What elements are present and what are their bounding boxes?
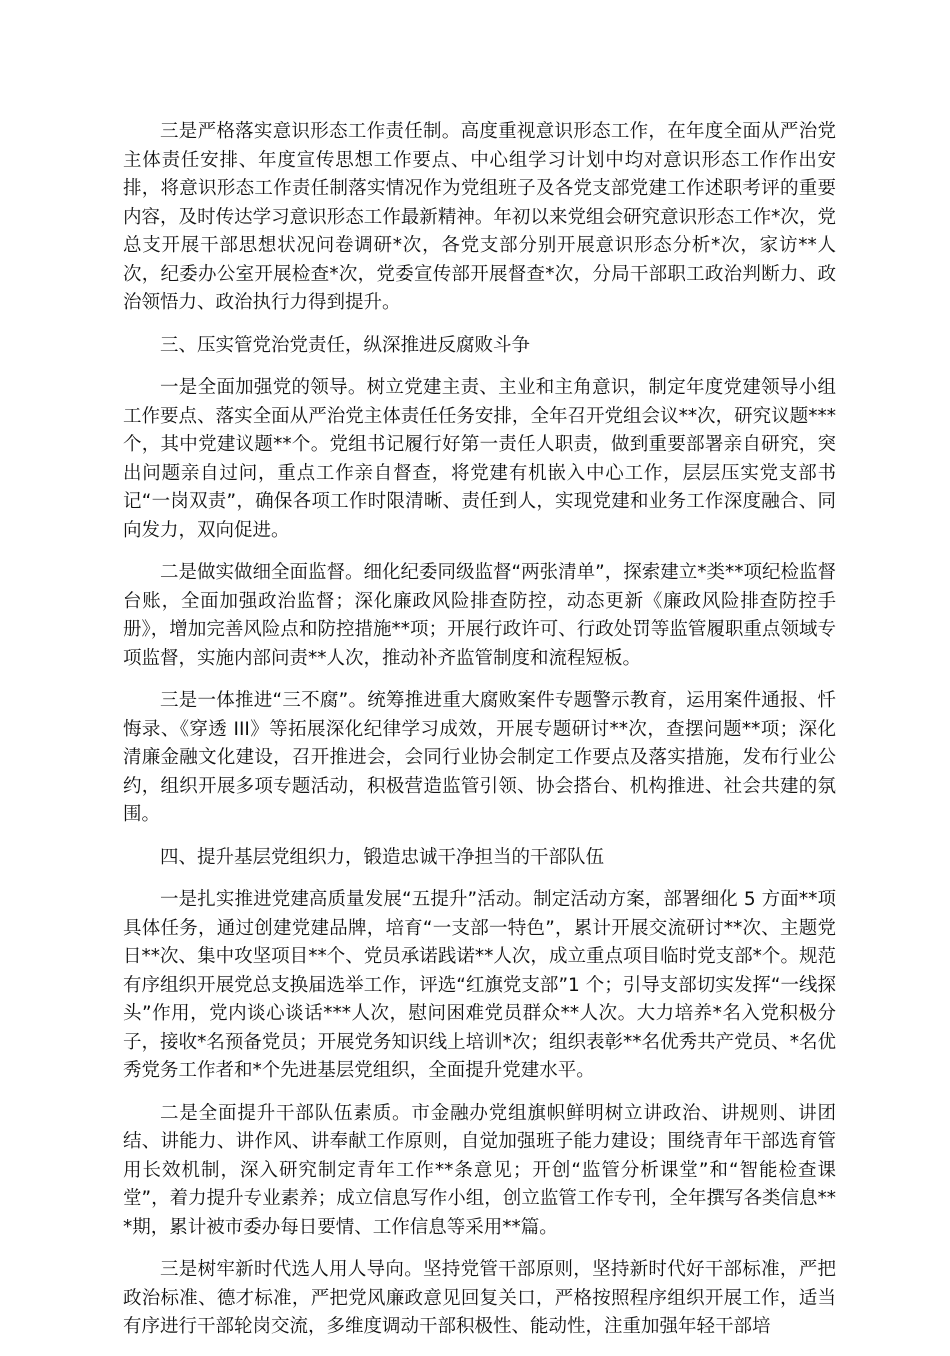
paragraph-cadre-quality: 二是全面提升干部队伍素质。市金融办党组旗帜鲜明树立讲政治、讲规则、讲团结、讲能力、讲作风、讲奉献工作原则，自觉加强班子能力建设；围绕青年干部选育管用长效机制，深入研究制定青年工作**条意见；开创“监管分析课堂”和“智能检查课堂”，着力提升专业素养；成立信息写作小组，创立监管工作专刊，全年撰写各类信息***期，累计被市委办每日要情、工作信息等采用**篇。 [123,1102,836,1238]
paragraph-supervision: 二是做实做细全面监督。细化纪委同级监督“两张清单”，探索建立*类**项纪检监督台账，全面加强政治监督；深化廉政风险排查防控，动态更新《廉政风险排查防控手册》，增加完善风险点和防控措施**项；开展行政许可、行政处罚等监管履职重点领域专项监督，实施内部问责**人次，推动补齐监管制度和流程短板。 [123,562,836,669]
paragraph-anti-corruption: 三是一体推进“三不腐”。统筹推进重大腐败案件专题警示教育，运用案件通报、忏悔录、《穿透 III》等拓展深化纪律学习成效，开展专题研讨**次，查摆问题**项；深化清廉金融文化建设，召开推进会，会同行业协会制定工作要点及落实措施，发布行业公约，组织开展多项专题活动，积极营造监管引领、协会搭台、机构推进、社会共建的氛围。 [123,690,836,825]
document-body [123,118,836,1356]
paragraph-five-improvements: 一是扎实推进党建高质量发展“五提升”活动。制定活动方案，部署细化 5 方面**项具体任务，通过创建党建品牌，培育“一支部一特色”，累计开展交流研讨**次、主题党日**次、集中攻坚项目**个、党员承诺践诺**人次，成立重点项目临时党支部*个。规范有序组织开展党总支换届选举工作，评选“红旗党支部”1 个；引导支部切实发挥“一线探头”作用，党内谈心谈话***人次，慰问困难党员群众**人次。大力培养*名入党积极分子，接收*名预备党员；开展党务知识线上培训*次；组织表彰**名优秀共产党员、*名优秀党务工作者和*个先进基层党组织，全面提升党建水平。 [123,889,836,1081]
paragraph-personnel-selection: 三是树牢新时代选人用人导向。坚持党管干部原则，坚持新时代好干部标准，严把政治标准、德才标准，严把党风廉政意见回复关口，严格按照程序组织开展工作，适当有序进行干部轮岗交流，多维度调动干部积极性、能动性，注重加强年轻干部培 [123,1259,836,1337]
paragraph-ideology-responsibility: 三是严格落实意识形态工作责任制。高度重视意识形态工作，在年度全面从严治党主体责任安排、年度宣传思想工作要点、中心组学习计划中均对意识形态工作作出安排，将意识形态工作责任制落实情况作为党组班子及各党支部党建工作述职考评的重要内容，及时传达学习意识形态工作最新精神。年初以来党组会研究意识形态工作*次，党总支开展干部思想状况问卷调研*次，各党支部分别开展意识形态分析*次，家访**人次，纪委办公室开展检查*次，党委宣传部开展督查*次，分局干部职工政治判断力、政治领悟力、政治执行力得到提升。 [123,121,836,313]
section-heading-three: 三、压实管党治党责任，纵深推进反腐败斗争 [160,334,531,356]
section-heading-four: 四、提升基层党组织力，锻造忠诚干净担当的干部队伍 [160,846,605,868]
paragraph-party-leadership: 一是全面加强党的领导。树立党建主责、主业和主角意识，制定年度党建领导小组工作要点、落实全面从严治党主体责任任务安排，全年召开党组会议**次，研究议题***个，其中党建议题**个。党组书记履行好第一责任人职责，做到重要部署亲自研究，突出问题亲自过问，重点工作亲自督查，将党建有机嵌入中心工作，层层压实党支部书记“一岗双责”，确保各项工作时限清晰、责任到人，实现党建和业务工作深度融合、同向发力，双向促进。 [123,377,836,541]
